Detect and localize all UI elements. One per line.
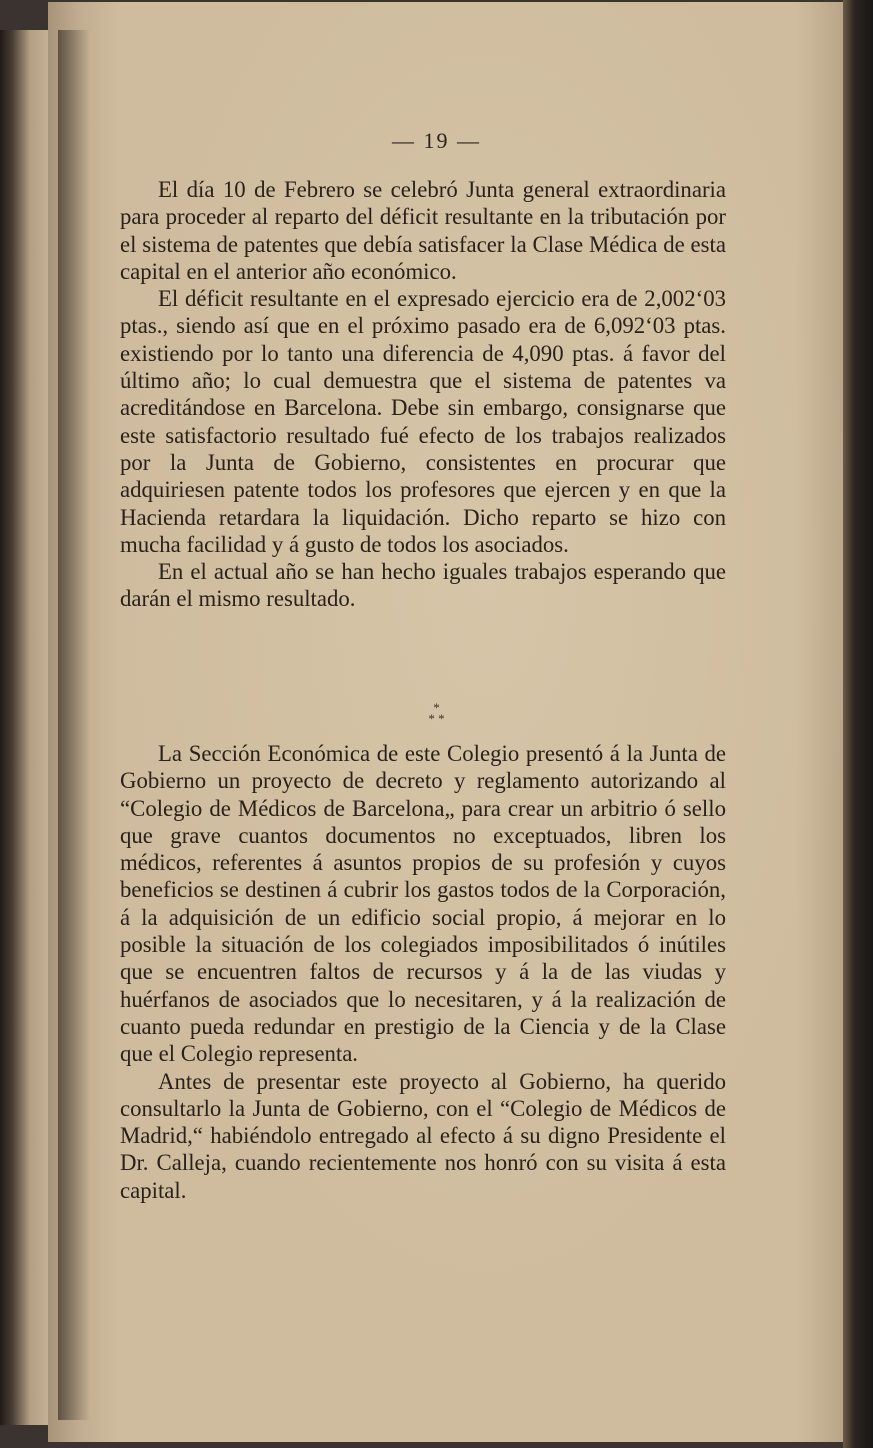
section-separator [0, 702, 873, 724]
right-page-edge [843, 0, 873, 1448]
left-page-edge [0, 30, 50, 1425]
section-stamp-project [120, 740, 726, 1204]
paragraph: En el actual año se han hecho iguales trabajos esperando que darán el mismo resultado. [120, 559, 726, 612]
paragraph: El déficit resultante en el expresado ejercicio era de 2,002‘03 ptas., siendo así que en el próximo pasado era de 6,092‘03 ptas. existiendo por lo tanto una diferencia de 4,090 ptas. á favor del último año; lo cual demuestra que el sistema de patentes va acreditándose en Barcelona. Debe sin embargo, consignarse que este satisfactorio resultado fué efecto de los trabajos realizados por la Junta de Gobierno, consistentes en procurar que adquiriesen patente todos los profesores que ejercen y en que la Hacienda retardara la liquidación. Dicho reparto se hizo con mucha facilidad y á gusto de todos los asociados. [120, 286, 726, 557]
paragraph: La Sección Económica de este Colegio presentó á la Junta de Gobierno un proyecto de decreto y reglamento autorizando al “Colegio de Médicos de Barcelona„ para crear un arbitrio ó sello que grave cuantos documentos no exceptuados, libren los médicos, referentes á asuntos propios de su profesión y cuyos beneficios se destinen á cubrir los gastos todos de la Corporación, á la adquisición de un edificio social propio, á mejorar en lo posible la situación de los colegiados imposibilitados ó inútiles que se encuentren faltos de recursos y á la de las viudas y huérfanos de asociados que lo necesitaren, y á la realización de cuanto pueda redundar en prestigio de la Ciencia y de la Clase que el Colegio representa. [120, 741, 726, 1067]
gutter-shadow [58, 30, 90, 1420]
paragraph: Antes de presentar este proyecto al Gobierno, ha querido consultarlo la Junta de Gobierno, con el “Colegio de Médicos de Madrid,“ habiéndolo entregado al efecto á su digno Presidente el Dr. Calleja, cuando recientemente nos honró con su visita á esta capital. [120, 1068, 726, 1203]
paragraph: El día 10 de Febrero se celebró Junta general extraordinaria para proceder al reparto del déficit resultante en la tributación por el sistema de patentes que debía satisfacer la Clase Médica de esta capital en el anterior año económico. [120, 177, 726, 284]
section-patent-tax [120, 176, 726, 613]
separator-top: * [433, 700, 440, 715]
separator-bottom: * * [428, 711, 445, 726]
page-number: — 19 — [392, 128, 481, 153]
